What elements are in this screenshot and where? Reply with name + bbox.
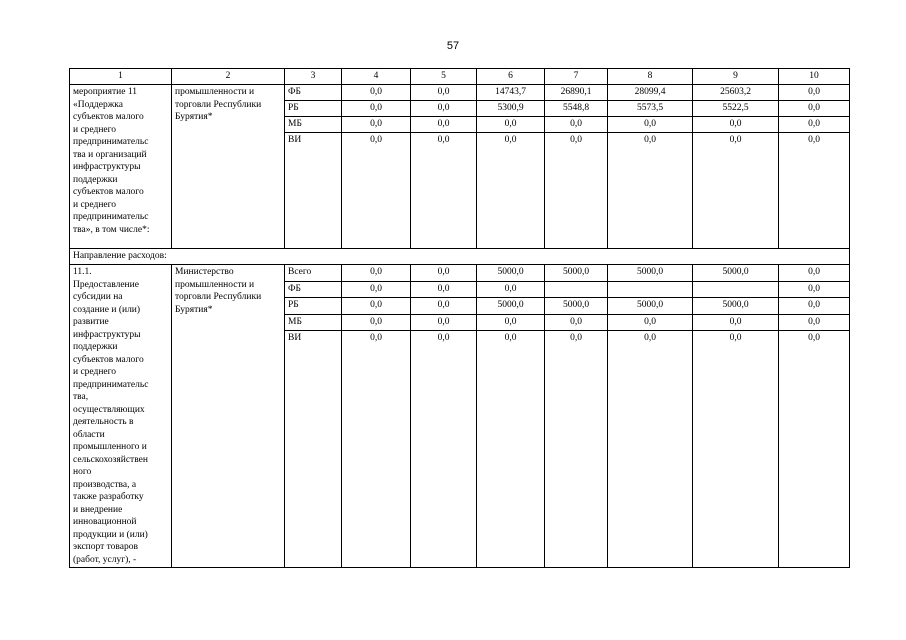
funding-source: РБ bbox=[285, 101, 342, 117]
value-cell: 5573,5 bbox=[608, 101, 693, 117]
value-cell: 0,0 bbox=[411, 331, 477, 568]
value-cell: 5000,0 bbox=[477, 298, 545, 315]
item-11-1-name-line: тва, bbox=[73, 392, 89, 402]
item-11-1-name-line: инновационной bbox=[73, 517, 137, 527]
value-cell: 0,0 bbox=[608, 331, 693, 568]
item-11-1-name-line: инфраструктуры bbox=[73, 329, 141, 340]
value-cell: 0,0 bbox=[608, 314, 693, 331]
measure-11-name-line: тва», в том числе*: bbox=[73, 224, 150, 235]
item-11-1-name-line: осуществляющих bbox=[73, 404, 145, 415]
value-cell bbox=[608, 281, 693, 298]
value-cell: 5000,0 bbox=[693, 298, 779, 315]
item-11-1-name-line: субъектов малого bbox=[73, 354, 144, 365]
value-cell: 0,0 bbox=[411, 314, 477, 331]
direction-row bbox=[70, 249, 850, 265]
value-cell: 0,0 bbox=[342, 298, 411, 315]
value-cell: 0,0 bbox=[342, 331, 411, 568]
header-cell: 3 bbox=[285, 69, 342, 85]
value-cell: 0,0 bbox=[608, 117, 693, 133]
header-cell: 5 bbox=[411, 69, 477, 85]
value-cell: 0,0 bbox=[477, 281, 545, 298]
value-cell: 5000,0 bbox=[545, 265, 608, 282]
value-cell bbox=[693, 281, 779, 298]
item-11-1-executor-line: Бурятия* bbox=[175, 304, 213, 315]
funding-source: ФБ bbox=[285, 281, 342, 298]
value-cell: 0,0 bbox=[779, 314, 850, 331]
value-cell: 0,0 bbox=[545, 133, 608, 249]
value-cell: 0,0 bbox=[693, 331, 779, 568]
item-11-1-name-line: поддержки bbox=[73, 342, 118, 352]
value-cell: 0,0 bbox=[411, 85, 477, 101]
item-11-1-name bbox=[70, 265, 172, 568]
item-11-1-executor-line: промышленности и bbox=[175, 279, 255, 290]
item-11-1-name-line: производства, а bbox=[73, 479, 137, 490]
value-cell: 0,0 bbox=[545, 331, 608, 568]
value-cell: 5548,8 bbox=[545, 101, 608, 117]
page-number: 57 bbox=[446, 40, 460, 52]
value-cell: 0,0 bbox=[342, 314, 411, 331]
item-11-1-name-line: экспорт товаров bbox=[73, 542, 138, 552]
measure-11-name-line: тва и организаций bbox=[73, 149, 147, 160]
item-11-1-name-line: и среднего bbox=[73, 367, 117, 377]
item-11-1-row bbox=[70, 265, 850, 282]
value-cell: 5000,0 bbox=[608, 298, 693, 315]
item-11-1-name-line: развитие bbox=[73, 317, 109, 327]
item-11-1-executor-line: Министерство bbox=[175, 267, 234, 277]
item-11-1-name-line: субсидии на bbox=[73, 292, 123, 302]
value-cell: 0,0 bbox=[545, 117, 608, 133]
measure-11-row bbox=[70, 85, 850, 101]
funding-source: ВИ bbox=[285, 331, 342, 568]
value-cell: 0,0 bbox=[693, 314, 779, 331]
value-cell: 0,0 bbox=[779, 101, 850, 117]
funding-source: РБ bbox=[285, 298, 342, 315]
measure-11-name-line: субъектов малого bbox=[73, 187, 144, 197]
value-cell: 14743,7 bbox=[477, 85, 545, 101]
item-11-1-name-line: промышленного и bbox=[73, 442, 147, 452]
header-cell: 6 bbox=[477, 69, 545, 85]
item-11-1-name-line: сельскохозяйствен bbox=[73, 454, 148, 465]
value-cell: 0,0 bbox=[411, 298, 477, 315]
value-cell: 0,0 bbox=[779, 331, 850, 568]
funding-source: ФБ bbox=[285, 85, 342, 101]
measure-11-name-line: «Поддержка bbox=[73, 99, 123, 110]
value-cell: 0,0 bbox=[411, 117, 477, 133]
value-cell: 0,0 bbox=[411, 281, 477, 298]
measure-11-name bbox=[70, 85, 172, 249]
item-11-1-name-line: ного bbox=[73, 467, 92, 477]
value-cell: 0,0 bbox=[779, 85, 850, 101]
header-cell: 10 bbox=[779, 69, 850, 85]
value-cell: 26890,1 bbox=[545, 85, 608, 101]
measure-11-name-line: субъектов малого bbox=[73, 112, 144, 122]
value-cell: 0,0 bbox=[779, 117, 850, 133]
value-cell: 0,0 bbox=[477, 117, 545, 133]
value-cell: 0,0 bbox=[693, 117, 779, 133]
value-cell: 5522,5 bbox=[693, 101, 779, 117]
value-cell: 0,0 bbox=[342, 281, 411, 298]
value-cell: 0,0 bbox=[477, 331, 545, 568]
item-11-1-executor-line: торговли Республики bbox=[175, 292, 262, 302]
value-cell bbox=[545, 281, 608, 298]
header-cell: 7 bbox=[545, 69, 608, 85]
value-cell: 0,0 bbox=[411, 133, 477, 249]
value-cell: 0,0 bbox=[608, 133, 693, 249]
value-cell: 0,0 bbox=[477, 314, 545, 331]
item-11-1-name-line: деятельность в bbox=[73, 417, 134, 427]
measure-11-name-line: мероприятие 11 bbox=[73, 87, 137, 97]
item-11-1-name-line: 11.1. bbox=[73, 267, 92, 277]
value-cell: 0,0 bbox=[342, 265, 411, 282]
header-cell: 2 bbox=[172, 69, 285, 85]
value-cell: 0,0 bbox=[779, 265, 850, 282]
value-cell: 0,0 bbox=[342, 133, 411, 249]
value-cell: 5300,9 bbox=[477, 101, 545, 117]
value-cell: 0,0 bbox=[411, 265, 477, 282]
item-11-1-name-line: (работ, услуг), - bbox=[73, 554, 137, 565]
header-cell: 8 bbox=[608, 69, 693, 85]
item-11-1-name-line: области bbox=[73, 429, 105, 440]
direction-label: Направление расходов: bbox=[70, 249, 850, 265]
value-cell: 5000,0 bbox=[608, 265, 693, 282]
measure-11-executor-line: Бурятия* bbox=[175, 112, 213, 122]
item-11-1-executor bbox=[172, 265, 285, 568]
item-11-1-name-line: предпринимательс bbox=[73, 379, 149, 390]
header-cell: 1 bbox=[70, 69, 172, 85]
table-body bbox=[70, 69, 850, 568]
measure-11-executor bbox=[172, 85, 285, 249]
item-11-1-name-line: также разработку bbox=[73, 492, 144, 502]
header-row bbox=[70, 69, 850, 85]
value-cell: 0,0 bbox=[545, 314, 608, 331]
value-cell: 0,0 bbox=[779, 298, 850, 315]
measure-11-name-line: предпринимательс bbox=[73, 137, 149, 147]
measure-11-name-line: и среднего bbox=[73, 199, 117, 210]
budget-table bbox=[69, 68, 850, 568]
item-11-1-name-line: создание и (или) bbox=[73, 304, 141, 315]
funding-source: МБ bbox=[285, 314, 342, 331]
value-cell: 25603,2 bbox=[693, 85, 779, 101]
measure-11-name-line: и среднего bbox=[73, 124, 117, 135]
value-cell: 0,0 bbox=[779, 281, 850, 298]
measure-11-name-line: предпринимательс bbox=[73, 212, 149, 222]
value-cell: 0,0 bbox=[411, 101, 477, 117]
header-cell: 9 bbox=[693, 69, 779, 85]
measure-11-name-line: поддержки bbox=[73, 174, 118, 185]
value-cell: 5000,0 bbox=[693, 265, 779, 282]
measure-11-name-line: инфраструктуры bbox=[73, 162, 141, 172]
value-cell: 0,0 bbox=[477, 133, 545, 249]
value-cell: 0,0 bbox=[779, 133, 850, 249]
measure-11-executor-line: торговли Республики bbox=[175, 99, 262, 110]
measure-11-executor-line: промышленности и bbox=[175, 87, 255, 97]
value-cell: 0,0 bbox=[693, 133, 779, 249]
funding-source: Всего bbox=[285, 265, 342, 282]
value-cell: 0,0 bbox=[342, 85, 411, 101]
funding-source: МБ bbox=[285, 117, 342, 133]
header-cell: 4 bbox=[342, 69, 411, 85]
value-cell: 0,0 bbox=[342, 117, 411, 133]
item-11-1-name-line: Предоставление bbox=[73, 279, 139, 290]
value-cell: 5000,0 bbox=[545, 298, 608, 315]
item-11-1-name-line: и внедрение bbox=[73, 504, 123, 515]
value-cell: 0,0 bbox=[342, 101, 411, 117]
value-cell: 28099,4 bbox=[608, 85, 693, 101]
item-11-1-name-line: продукции и (или) bbox=[73, 529, 148, 540]
funding-source: ВИ bbox=[285, 133, 342, 249]
value-cell: 5000,0 bbox=[477, 265, 545, 282]
